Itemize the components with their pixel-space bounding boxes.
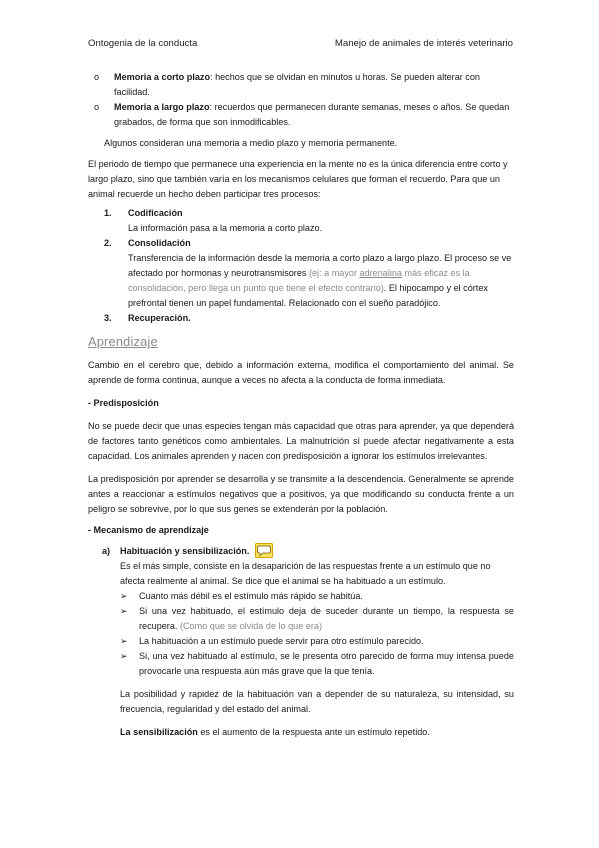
arrow-bullet-icon: ➢ [120,651,128,661]
section-title: Aprendizaje [88,334,158,349]
sensibilizacion-paragraph [88,725,514,740]
subsection-title: Habituación y sensibilización. [120,546,250,556]
definition: : hechos que se olvidan en minutos u horas. Se pueden alterar con facilidad. [114,72,480,97]
process-item [88,236,514,311]
header-subject: Manejo de animales de interés veterinario [334,38,513,49]
sensibilizacion-term: La sensibilización [120,727,198,737]
process-desc: Transferencia de la información desde la memoria a corto plazo a largo plazo. El proceso se ve afectado por hormonas y neurotransmisores [128,253,512,278]
mecanismo-heading: - Mecanismo de aprendizaje [88,525,209,535]
arrow-bullet-icon: ➢ [120,606,128,616]
comment-icon[interactable] [255,543,273,556]
aprendizaje-definition: Cambio en el cerebro que, debido a información externa, modifica el comportamiento del animal. Se aprende de forma continua, aunque a veces no afecta a la conducta de forma inmediata. [88,360,514,385]
sensibilizacion-text: es el aumento de la respuesta ante un estímulo repetido. [197,727,430,737]
subsection-desc: Es el más simple, consiste en la desaparición de las respuestas frente a un estímulo que no afecta realmente al animal. Se dice que el animal se ha habituado a un estímulo. [120,561,491,586]
header-course: Ontogenia de la conducta [88,38,198,49]
subsection-habituacion [88,544,514,589]
predisposicion-paragraph-2: La predisposición por aprender se desarrolla y se transmite a la descendencia. Generalmente se aprende antes a reaccionar a estímulos negativos que a positivos, ya que modificando su conducta frente a un peligro se sobrevive, por lo que sus genes se extenderán por la población. [88,474,514,514]
term: Memoria a corto plazo [114,72,211,82]
process-item [88,311,514,326]
memory-note: Algunos consideran una memoria a medio plazo y memoria permanente. [104,138,398,148]
process-item [88,206,514,236]
page-body [88,70,514,740]
bullet-icon: o [94,72,100,82]
arrow-point [120,589,514,604]
process-desc-end: . El hipocampo y el córtex prefrontal tienen un papel fundamental. Relacionado con el sueño paradójico. [128,283,488,308]
process-number: 2. [104,238,112,248]
predisposicion-paragraph-1: No se puede decir que unas especies tengan más capacidad que otras para aprender, ya que dependerá de factores tanto genéticos como ambientales. La malnutrición sí puede afectar negativamente a esta capacidad. Los animales aprenden y nacen con predisposición a ignorar los estímulos irrelevantes. [88,421,514,461]
definition: : recuerdos que permanecen durante semanas, meses o años. Se quedan grabados, de forma que son inmodificables. [114,102,510,127]
process-note-end: más eficaz es la consolidación, pero llega un punto que tiene el efecto contrario) [128,268,470,293]
bullet-icon: o [94,102,100,112]
arrow-bullet-icon: ➢ [120,591,128,601]
predisposicion-heading: - Predisposición [88,398,159,408]
arrow-bullet-icon: ➢ [120,636,128,646]
process-note: (ej: a mayor [308,268,360,278]
point-text: La habituación a un estímulo puede servir para otro estímulo parecido. [139,636,424,646]
arrow-point [120,634,514,649]
point-text: Si una vez habituado, el estímulo deja de suceder durante un tiempo, la respuesta se recupera. [139,606,514,631]
process-title: Codificación [128,208,183,218]
process-desc: La información pasa a la memoria a corto plazo. [128,223,323,233]
list-item [88,70,514,100]
arrow-point [120,604,514,634]
arrow-point [120,649,514,679]
intro-paragraph: El periodo de tiempo que permanece una experiencia en la mente no es la única diferencia entre corto y largo plazo, sino que también varía en los mecanismos celulares que forman el recuerdo. Para que un animal recuerde un hecho deben participar tres procesos: [88,159,508,199]
term: Memoria a largo plazo [114,102,210,112]
process-note-underlined: adrenalina [359,268,402,278]
point-text: Si, una vez habituado al estímulo, se le presenta otro parecido de forma muy intensa puede provocarle una respuesta aún más grave que la que tenía. [139,651,514,676]
point-note: (Como que se olvida de lo que era) [179,621,322,631]
process-number: 3. [104,313,112,323]
list-item [88,100,514,130]
process-title: Consolidación [128,238,191,248]
habituacion-factors: La posibilidad y rapidez de la habituación van a depender de su naturaleza, su intensidad, su frecuencia, regularidad y del estado del animal. [120,689,514,714]
subsection-marker: a) [102,546,111,556]
point-text: Cuanto más débil es el estímulo más rápido se habitúa. [139,591,363,601]
process-title: Recuperación. [128,313,191,323]
process-number: 1. [104,208,112,218]
